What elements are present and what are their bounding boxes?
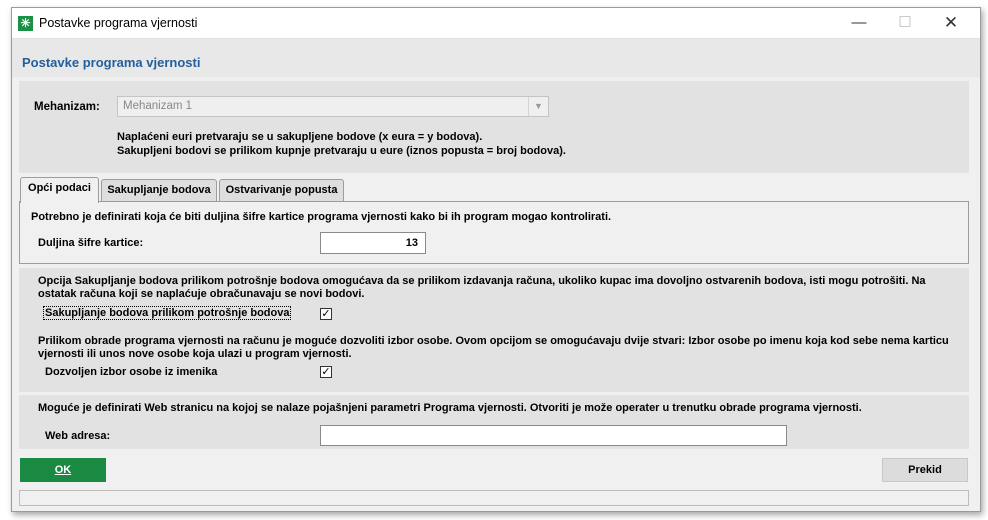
maximize-button[interactable]: ☐ bbox=[898, 14, 912, 31]
collect-on-spend-section bbox=[19, 268, 969, 326]
cancel-button[interactable]: Prekid bbox=[882, 458, 968, 482]
checkmark-icon: ✓ bbox=[321, 308, 331, 320]
mechanism-panel bbox=[19, 81, 969, 173]
app-star-icon: ✳ bbox=[18, 16, 33, 31]
web-address-input[interactable] bbox=[320, 425, 787, 446]
checkmark-icon: ✓ bbox=[321, 366, 331, 378]
card-length-description: Potrebno je definirati koja će biti duljina šifre kartice programa vjernosti kako bi ih program mogao kontrolirati. bbox=[31, 211, 612, 223]
mechanism-description-2: Sakupljeni bodovi se prilikom kupnje pretvaraju u eure (iznos popusta = broj bodova). bbox=[117, 145, 566, 157]
collect-on-spend-description: Opcija Sakupljanje bodova prilikom potrošnje bodova omogućava da se prilikom izdavanja računa, ukoliko kupac ima dovoljno ostvarenih bodova, isti mogu potrošiti. Na ostatak računa koji se naplaćuje obračunavaju se novi bodovi. bbox=[38, 275, 926, 300]
web-description: Moguće je definirati Web stranicu na kojoj se nalaze pojašnjeni parametri Programa vjernosti. Otvoriti je može operater u trenutku obrade programa vjernosti. bbox=[38, 402, 862, 414]
tab-general[interactable]: Opći podaci bbox=[20, 177, 99, 203]
close-button[interactable]: ✕ bbox=[943, 13, 959, 32]
tab-redeem-discount[interactable]: Ostvarivanje popusta bbox=[219, 179, 344, 201]
page-title: Postavke programa vjernosti bbox=[22, 55, 201, 70]
chevron-down-icon[interactable]: ▼ bbox=[528, 97, 548, 116]
person-select-checkbox[interactable] bbox=[320, 366, 332, 378]
mechanism-description-1: Naplaćeni euri pretvaraju se u sakupljene bodove (x eura = y bodova). bbox=[117, 131, 483, 143]
card-length-label: Duljina šifre kartice: bbox=[38, 237, 144, 249]
dialog-window bbox=[11, 7, 981, 512]
tab-collect-points[interactable]: Sakupljanje bodova bbox=[101, 179, 217, 201]
window-title: Postavke programa vjernosti bbox=[39, 16, 198, 30]
person-select-description: Prilikom obrade programa vjernosti na računu je moguće dozvoliti izbor osobe. Ovom opcijom se omogućavaju dvije stvari: Izbor osobe po imenu koja kod sebe nema karticu vjernosti ili unos nove osobe koja ulazi u program vjernosti. bbox=[38, 335, 949, 360]
person-select-section bbox=[19, 326, 969, 392]
mechanism-select[interactable] bbox=[117, 96, 549, 117]
person-select-label: Dozvoljen izbor osobe iz imenika bbox=[45, 366, 218, 378]
ok-button[interactable]: OK bbox=[20, 458, 106, 482]
title-bar[interactable] bbox=[12, 8, 980, 39]
card-length-input[interactable]: 13 bbox=[320, 232, 426, 254]
mechanism-label: Mehanizam: bbox=[34, 101, 100, 113]
mechanism-value: Mehanizam 1 bbox=[123, 100, 193, 112]
minimize-button[interactable]: — bbox=[851, 14, 867, 31]
page-header bbox=[12, 39, 980, 77]
collect-on-spend-label[interactable]: Sakupljanje bodova prilikom potrošnje bodova bbox=[45, 307, 290, 319]
status-bar bbox=[19, 490, 969, 506]
collect-on-spend-checkbox[interactable] bbox=[320, 308, 332, 320]
web-address-label: Web adresa: bbox=[45, 430, 111, 442]
